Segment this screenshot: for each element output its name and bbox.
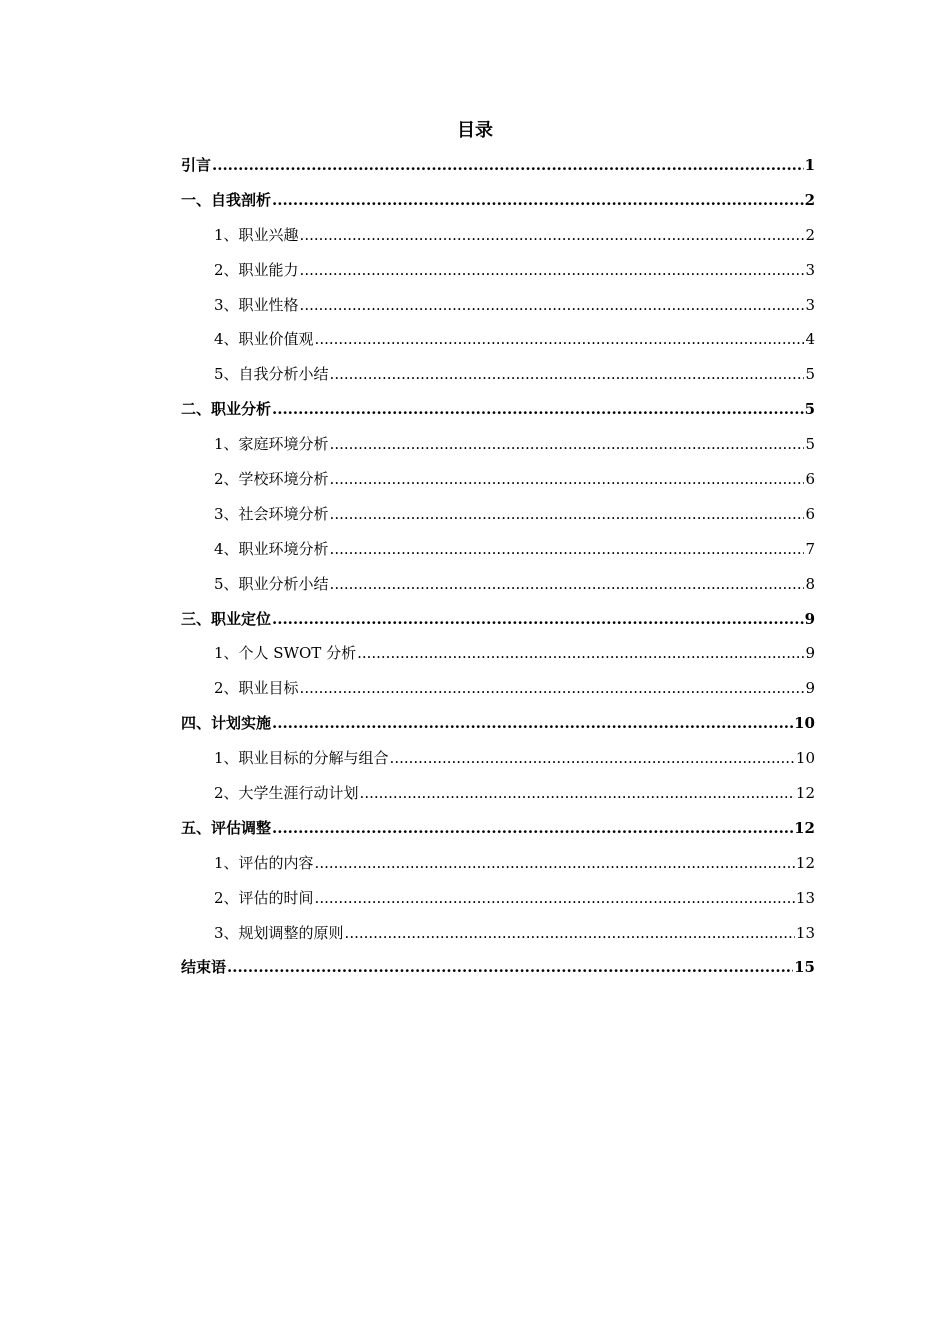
toc-entry-text: 四、计划实施: [181, 714, 272, 733]
toc-dot-leader: [315, 846, 795, 881]
toc-entry-text: 引言: [181, 156, 212, 174]
toc-entry[interactable]: [181, 602, 815, 637]
toc-page-number: 5: [804, 400, 815, 419]
toc-entry-text: 1、职业兴趣: [214, 225, 299, 244]
toc-entry-text: 2、大学生涯行动计划: [214, 784, 359, 803]
toc-dot-leader: [272, 811, 793, 846]
toc-dot-leader: [330, 567, 805, 602]
toc-entry[interactable]: [181, 567, 815, 602]
toc-dot-leader: [390, 741, 795, 776]
toc-entry-text: 2、职业能力: [214, 260, 299, 279]
toc-page-number: 9: [804, 609, 815, 628]
toc-entry[interactable]: [181, 706, 815, 741]
toc-entry[interactable]: [181, 671, 815, 706]
toc-dot-leader: [330, 357, 805, 392]
toc-entry[interactable]: [181, 811, 815, 846]
toc-dot-leader: [212, 148, 804, 183]
toc-dot-leader: [300, 671, 805, 706]
toc-entry[interactable]: [181, 916, 815, 951]
toc-dot-leader: [272, 706, 793, 741]
toc-page-number: 1: [804, 156, 815, 174]
toc-page-number: 5: [805, 365, 815, 384]
toc-dot-leader: [227, 950, 793, 985]
toc-page-number: 12: [795, 853, 815, 872]
toc-title: 目录: [457, 120, 493, 141]
toc-entry[interactable]: [181, 636, 815, 671]
toc-page-number: 10: [794, 714, 815, 733]
toc-entry[interactable]: [181, 776, 815, 811]
toc-page-number: 3: [805, 260, 815, 279]
toc-dot-leader: [330, 462, 805, 497]
toc-entry[interactable]: [181, 741, 815, 776]
toc-entry-text: 五、评估调整: [181, 818, 272, 837]
toc-page-number: 5: [805, 435, 815, 454]
toc-page-number: 9: [805, 679, 815, 698]
toc-page-number: 7: [805, 539, 815, 558]
toc-page-number: 13: [795, 888, 815, 907]
toc-dot-leader: [272, 392, 804, 427]
toc-entry-text: 2、职业目标: [214, 679, 299, 698]
toc-entry[interactable]: [181, 462, 815, 497]
toc-page-number: 6: [805, 470, 815, 489]
toc-entry-text: 三、职业定位: [181, 609, 272, 628]
toc-page-number: 12: [795, 784, 815, 803]
toc-dot-leader: [300, 253, 805, 288]
toc-entry[interactable]: [181, 950, 815, 985]
toc-entry[interactable]: [181, 253, 815, 288]
toc-page-number: 2: [805, 225, 815, 244]
toc-entry-text: 5、职业分析小结: [214, 574, 329, 593]
toc-entry[interactable]: [181, 881, 815, 916]
toc-page-number: 15: [794, 958, 815, 977]
toc-dot-leader: [272, 183, 804, 218]
table-of-contents: [181, 148, 815, 985]
toc-entry-text: 一、自我剖析: [181, 190, 272, 209]
toc-entry[interactable]: [181, 532, 815, 567]
toc-dot-leader: [345, 916, 795, 951]
toc-entry[interactable]: [181, 846, 815, 881]
toc-page-number: 13: [795, 923, 815, 942]
toc-dot-leader: [330, 532, 805, 567]
toc-dot-leader: [315, 881, 795, 916]
toc-entry[interactable]: [181, 148, 815, 183]
toc-entry-text: 4、职业价值观: [214, 330, 314, 349]
toc-entry-text: 1、职业目标的分解与组合: [214, 749, 389, 768]
toc-entry-text: 5、自我分析小结: [214, 365, 329, 384]
toc-page-number: 3: [805, 295, 815, 314]
toc-page-number: 9: [805, 644, 815, 663]
toc-entry-text: 3、社会环境分析: [214, 504, 329, 523]
toc-entry[interactable]: [181, 357, 815, 392]
toc-entry-text: 结束语: [181, 958, 227, 977]
toc-entry[interactable]: [181, 183, 815, 218]
toc-entry-text: 1、家庭环境分析: [214, 435, 329, 454]
toc-page-number: 2: [804, 190, 815, 209]
toc-entry-text: 二、职业分析: [181, 400, 272, 419]
toc-entry[interactable]: [181, 322, 815, 357]
toc-dot-leader: [300, 218, 805, 253]
toc-entry-text: 2、评估的时间: [214, 888, 314, 907]
toc-page-number: 6: [805, 504, 815, 523]
toc-dot-leader: [360, 776, 795, 811]
toc-page-number: 8: [805, 574, 815, 593]
toc-entry-text: 1、个人 SWOT 分析: [214, 644, 357, 663]
toc-entry-text: 1、评估的内容: [214, 853, 314, 872]
toc-dot-leader: [357, 636, 804, 671]
toc-dot-leader: [300, 288, 805, 323]
toc-page-number: 12: [794, 818, 815, 837]
toc-entry-text: 2、学校环境分析: [214, 470, 329, 489]
toc-dot-leader: [330, 497, 805, 532]
toc-entry[interactable]: [181, 497, 815, 532]
toc-entry[interactable]: [181, 427, 815, 462]
toc-page-number: 4: [805, 330, 815, 349]
toc-entry[interactable]: [181, 392, 815, 427]
toc-entry-text: 3、职业性格: [214, 295, 299, 314]
toc-entry-text: 3、规划调整的原则: [214, 923, 344, 942]
toc-entry[interactable]: [181, 288, 815, 323]
toc-dot-leader: [315, 322, 805, 357]
toc-entry-text: 4、职业环境分析: [214, 539, 329, 558]
toc-dot-leader: [272, 602, 804, 637]
toc-dot-leader: [330, 427, 805, 462]
toc-entry[interactable]: [181, 218, 815, 253]
toc-page-number: 10: [795, 749, 815, 768]
